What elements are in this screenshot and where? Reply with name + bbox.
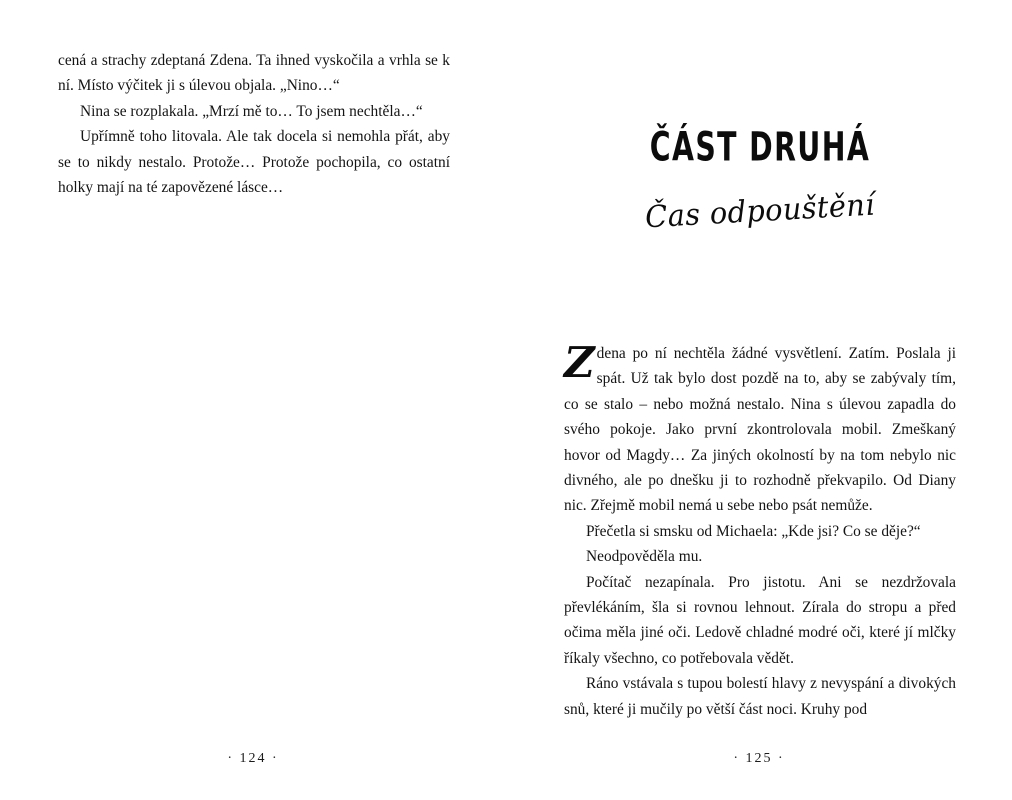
paragraph: Neodpověděla mu. [586, 548, 703, 566]
opening-paragraph [564, 338, 956, 519]
paragraph: Ráno vstávala s tupou bolestí hlavy z nevyspání a divokých snů, které ji mučily po větší část noci. Kruhy pod [564, 675, 956, 718]
paragraph: Upřímně toho litovala. Ale tak docela si nemohla přát, aby se to nikdy nestalo. Protože… Protože pochopila, co ostatní holky mají na té zapovězené lásce… [58, 128, 450, 197]
opening-paragraph-text: dena po ní nechtěla žádné vysvětlení. Zatím. Poslala ji spát. Už tak bylo dost pozdě na to, aby se zabývaly tím, co se stalo – nebo možná nestalo. Nina s úlevou zapadla do svého pokoje. Jako první zkontrolovala mobil. Zmeškaný hovor od Magdy… Za jiných okolností by na tom nebylo nic divného, ale po dnešku ji to rozhodně překvapilo. Od Diany nic. Zřejmě mobil nemá u sebe nebo psát nemůže. [564, 345, 956, 515]
left-page-text-column [58, 48, 450, 200]
page-number-left: · 124 · [227, 751, 279, 766]
part-title: ČÁST DRUHÁ [649, 122, 871, 171]
paragraph: Přečetla si smsku od Michaela: „Kde jsi? Co se děje?“ [586, 522, 921, 540]
right-page-text-column [564, 338, 956, 722]
right-page [506, 0, 1012, 800]
page-number-right: · 125 · [733, 751, 785, 766]
drop-cap: Z [564, 338, 595, 387]
paragraph: Počítač nezapínala. Pro jistotu. Ani se nezdržovala převlékáním, šla si rovnou lehnout. Zírala do stropu a před očima měla jiné oči. Ledově chladné modré oči, které jí mlčky říkaly všechno, co potřebovala vědět. [564, 573, 956, 667]
part-heading-block [564, 122, 956, 236]
part-subtitle: Čas odpouštění [644, 187, 876, 236]
paragraph: Nina se rozplakala. „Mrzí mě to… To jsem nechtěla…“ [80, 102, 423, 120]
paragraph: cená a strachy zdeptaná Zdena. Ta ihned vyskočila a vrhla se k ní. Místo výčitek ji s úlevou objala. „Nino…“ [58, 52, 450, 95]
